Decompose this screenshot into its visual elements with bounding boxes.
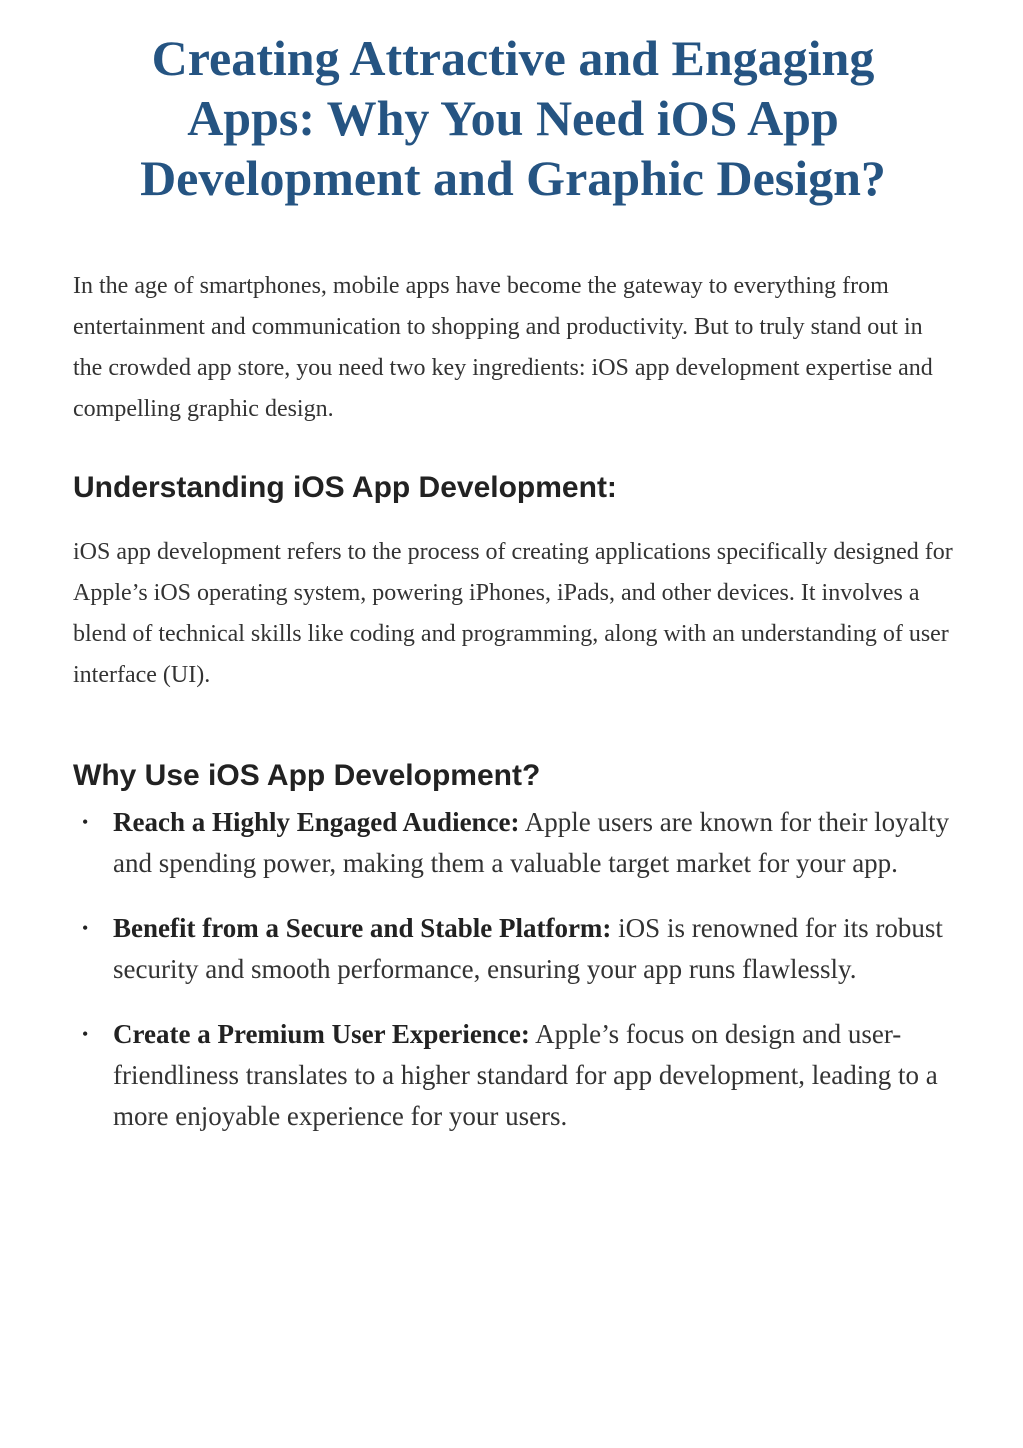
bullet-text: Apple users are known for their loyalty and spending power, making them a valuable target market for your app.: [113, 807, 950, 878]
bullet-label: Create a Premium User Experience:: [113, 1019, 530, 1049]
list-item: [73, 1014, 953, 1137]
section-heading-why-use: Why Use iOS App Development?: [73, 759, 541, 792]
bullet-text: Apple’s focus on design and user-friendliness translates to a higher standard for app development, leading to a more enjoyable experience for your users.: [113, 1019, 938, 1131]
bullet-text: iOS is renowned for its robust security and smooth performance, ensuring your app runs flawlessly.: [113, 913, 943, 984]
bullet-label: Benefit from a Secure and Stable Platform:: [113, 913, 612, 943]
bullet-icon: •: [82, 812, 89, 832]
bullet-icon: •: [82, 1024, 89, 1044]
section-heading-understanding: Understanding iOS App Development:: [73, 471, 617, 504]
list-item: [73, 908, 953, 990]
bullet-label: Reach a Highly Engaged Audience:: [113, 807, 520, 837]
intro-paragraph: In the age of smartphones, mobile apps have become the gateway to everything from entertainment and communication to shopping and productivity. But to truly stand out in the crowded app store, you need two key ingredients: iOS app development expertise and compelling graphic design.: [73, 273, 933, 422]
document-page: [73, 28, 953, 1161]
page-title: Creating Attractive and Engaging Apps: Why You Need iOS App Development and Graphic Design?: [140, 30, 886, 206]
benefits-list: [73, 802, 953, 1137]
list-item: [73, 802, 953, 884]
bullet-icon: •: [82, 918, 89, 938]
section-body-understanding: iOS app development refers to the process of creating applications specifically designed for Apple’s iOS operating system, powering iPhones, iPads, and other devices. It involves a blend of technical skills like coding and programming, along with an understanding of user interface (UI).: [73, 539, 953, 688]
